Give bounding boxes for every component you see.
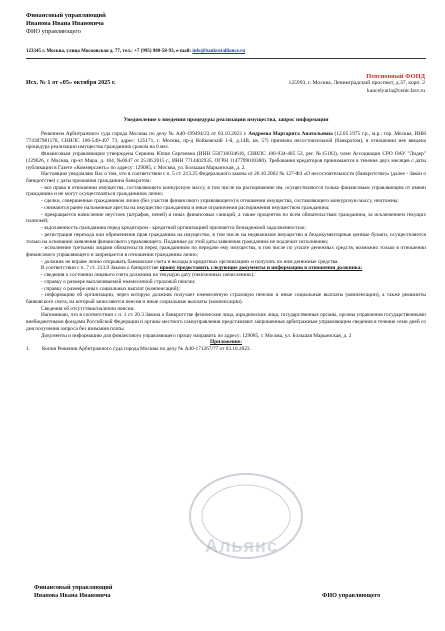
consequence-item: - снимаются ранее наложенные аресты на имущество гражданина и иные ограничения распоряжения имуществом гражданина;: [41, 204, 330, 211]
signature-name: Иванова Ивана Ивановича: [34, 592, 111, 599]
appendix-item: [26, 346, 426, 353]
appendix-item-text: Копия Решения Арбитражного суда города Москвы по делу № А40-171267/77 от 03.10.2023.: [41, 346, 251, 352]
consequence-item: - регистрация перехода или обременения прав гражданина на имущество, в том числе на недвижимое имущество и бездокументарные ценные бумаги, осуществляется только на основании заявления финансового управляющего. Поданные до этой даты заявления гражданина не подлежат исполнению;: [26, 231, 426, 245]
request-item: - справку о размере выплачиваемой ежемесячной страховой пенсии;: [41, 278, 196, 285]
recipient-email: kancelyaria@centr.favt.ru: [367, 87, 425, 94]
recipient-block: [285, 73, 425, 95]
consequence-item: - все права в отношении имущества, составляющего конкурсную массу, в том числе на распоряжение им, осуществляются только финансовым управляющим от имени гражданина и не могут осуществляться гражданином лично;: [26, 184, 426, 198]
signature-fio: ФИО управляющего: [322, 592, 381, 599]
letter-body: [26, 131, 426, 353]
sender-fio-placeholder: ФИО управляющего: [26, 28, 81, 35]
recipient-org: Пенсионный ФОНД: [366, 73, 425, 80]
paragraph-pension: Сведения об отсутствии/наличии пенсии.: [41, 305, 135, 312]
request-emphasis: прошу предоставить следующие документы и информацию в отношении должника:: [159, 265, 363, 272]
consequence-item: - исполнение третьими лицами обязательств перед гражданином по передаче ему имущества, в том числе по уплате денежных средств, возможно только в отношении финансового управляющего и запрещается в отношении гражданина лично;: [26, 245, 426, 258]
paragraph-notice: Настоящим уведомляю Вас о том, что в соответствии с п. 5 ст. 213.25 Федерального закона от 26.10.2002 № 127-ФЗ «О несостоятельности (банкротстве)» (далее - Закон о банкротстве) с даты признания гражданина банкротом:: [26, 171, 426, 185]
sender-email-link[interactable]: info@bankrotalliance.ru: [192, 49, 246, 54]
sender-name: Иванова Ивана Ивановича: [26, 20, 104, 27]
request-text: В соответствии с п. 7 ст. 213.9 Закона о банкротстве: [41, 265, 160, 272]
request-item: - справку о размере иных социальных выплат (компенсаций);: [41, 285, 180, 292]
letter-subject: Уведомление о введении процедуры реализации имущества, запрос информации: [123, 117, 329, 123]
sender-header: [26, 12, 406, 36]
request-item: - информацию об организации, через которую должник получает ежемесячную страховую пенсию и иные социальные выплаты (компенсации), а также реквизиты банковского счета, на который зачисляются пенсия и иные социальные выплаты (компенсации).: [26, 292, 426, 305]
consequence-item: - сделки, совершенные гражданином лично (без участия финансового управляющего) в отношении имущества, составляющего конкурсную массу, ничтожны;: [41, 198, 399, 205]
sender-address-line: [26, 48, 426, 59]
paragraph-manager: Финансовым управляющим утверждена Серкина Юлия Сергеевна (ИНН 550716034616, СНИЛС 106-934-405 52, рег. №15183), член Ассоциации СРО ОАУ "Лидер" (129626, г. Москва, пр-кт Мира, д. 104, №0047 от 25.06.2015 г., ИНН 7714402935, ОГРН 1147799010380). Требования кредиторов принимаются в течение двух месяцев с даты публикации в Газете «Коммерсантъ» по адресу: 129085, г. Москва, ул. Большая Марьинская, д. 2.: [26, 151, 426, 171]
consequence-item: - прекращается начисление неустоек (штрафов, пеней) и иных финансовых санкций, а также процентов по всем обязательствам гражданина, за исключением текущих платежей;: [26, 211, 426, 225]
appendix-item-number: 1.: [26, 346, 30, 352]
consequence-item: - должник не вправе лично открывать банковские счета и вклады в кредитных организациях и получать по ним денежные средства.: [41, 258, 339, 265]
outgoing-number: Исх. № 1 от «05» октября 2025 г.: [26, 79, 116, 86]
paragraph-send-address: Документы и информацию для финансового управляющего прошу направить по адресу: 129085, г. Москва, ул. Большая Марьинская, д. 2: [41, 332, 352, 339]
debtor-name: Андреева Маргарита Анатольевна: [248, 131, 333, 137]
seal-text: Альянс: [205, 536, 278, 556]
recipient-address: 125993, г. Москва, Ленинградский проспект, д.37, корп. 2: [288, 80, 425, 87]
appendix-title: Приложение:: [210, 339, 242, 346]
request-item: - сведения о состоянии лицевого счета должника на текущую дату (пенсионных начислениях);: [41, 272, 255, 279]
signature-block: [34, 584, 112, 600]
sender-title: Финансовый управляющий: [26, 12, 106, 19]
paragraph-reminder: Напоминаю, что в соответствии с п. 1 ст. 20.3 Закона о банкротстве физические лица, юридические лица, государственные органы, органы управления государственными внебюджетными фондами Российской Федерации и органы местного самоуправления представляют запрошенные арбитражным управляющим сведения в течение семи дней со дня получения запроса без взимания платы.: [26, 312, 426, 332]
signature-title: Финансовый управляющий: [34, 584, 113, 591]
decision-text-end: (12.05.1975 г.р., м.р.: гор. Москва, ИНН 774307981178, СНИЛС 106-549-497 73, адрес: 125171, г. Москва, пр-д Войковский 1-й, д.14В, кв. 57) признана несостоятельной (банкротом), в отношении нее введена процедура реализации имущества гражданина сроком на 6 мес.: [26, 131, 426, 151]
consequence-item: - задолженность гражданина перед кредитором - кредитной организацией признается безнадежной задолженностью;: [41, 225, 306, 232]
sender-address-text: 123345 г. Москва, улица Московская д. 77, тел.: +7 (995) 900-58-93, e-mail:: [26, 49, 193, 54]
decision-text-start: Решением Арбитражного суда города Москвы по делу № А40-199494/23 от 03.10.2023 г.: [41, 131, 249, 137]
paragraph-decision: [26, 131, 426, 151]
